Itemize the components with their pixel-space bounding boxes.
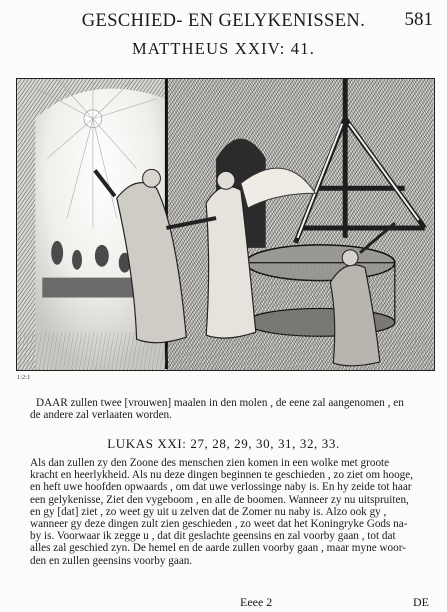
engraving-illustration [16, 78, 435, 371]
verse-line: DAAR zullen twee [vrouwen] maalen in den molen , de eene zal aangenomen , en [36, 397, 404, 409]
passage-line: een gelykenisse, Ziet den vygeboom , en alle de boomen. Wanneer zy nu uitspruiten, [30, 493, 409, 506]
page-number: 581 [404, 9, 433, 30]
passage-line: den en zullen geensins voorby gaan. [30, 554, 193, 567]
passage-line: en gy [dat] ziet , zo weet gy uit u zelven dat de Zomer nu naby is. Alzo ook gy , [30, 505, 387, 518]
passage-text [30, 457, 435, 567]
header-title: GESCHIED- EN GELYKENISSEN. [81, 11, 366, 31]
passage-line: by is. Voorwaar ik zegge u , dat dit geslachte geensins en zal voorby gaan , tot dat [30, 530, 396, 543]
engraver-mark: 1:2:1 [17, 374, 31, 381]
passage-line: alles zal geschied zyn. De hemel en de aarde zullen voorby gaan , maar myne woor- [30, 542, 406, 555]
verse-text [30, 397, 434, 422]
verse-line: de andere zal verlaaten worden. [30, 409, 172, 422]
passage-line: Als dan zullen zy den Zoone des menschen zien komen in een wolke met groote [30, 457, 390, 469]
signature-mark: Eeee 2 [240, 595, 273, 609]
chapter-reference: MATTHEUS XXIV: 41. [131, 39, 316, 58]
catchword: DE [413, 595, 429, 609]
passage-line: wanneer gy deze dingen zult zien geschieden , zo weet dat het Koningryke Gods na- [30, 518, 408, 531]
engraving-scene [17, 79, 434, 370]
scripture-reference-heading: LUKAS XXI: 27, 28, 29, 30, 31, 32, 33. [107, 436, 340, 451]
passage-line: kracht en heerlykheid. Als nu deze dingen beginnen te geschieden , zo ziet om hooge, [30, 469, 414, 482]
passage-line: en heft uwe hoofden opwaards , om dat uwe verlossinge naby is. En hy zeide tot haar [30, 481, 412, 494]
